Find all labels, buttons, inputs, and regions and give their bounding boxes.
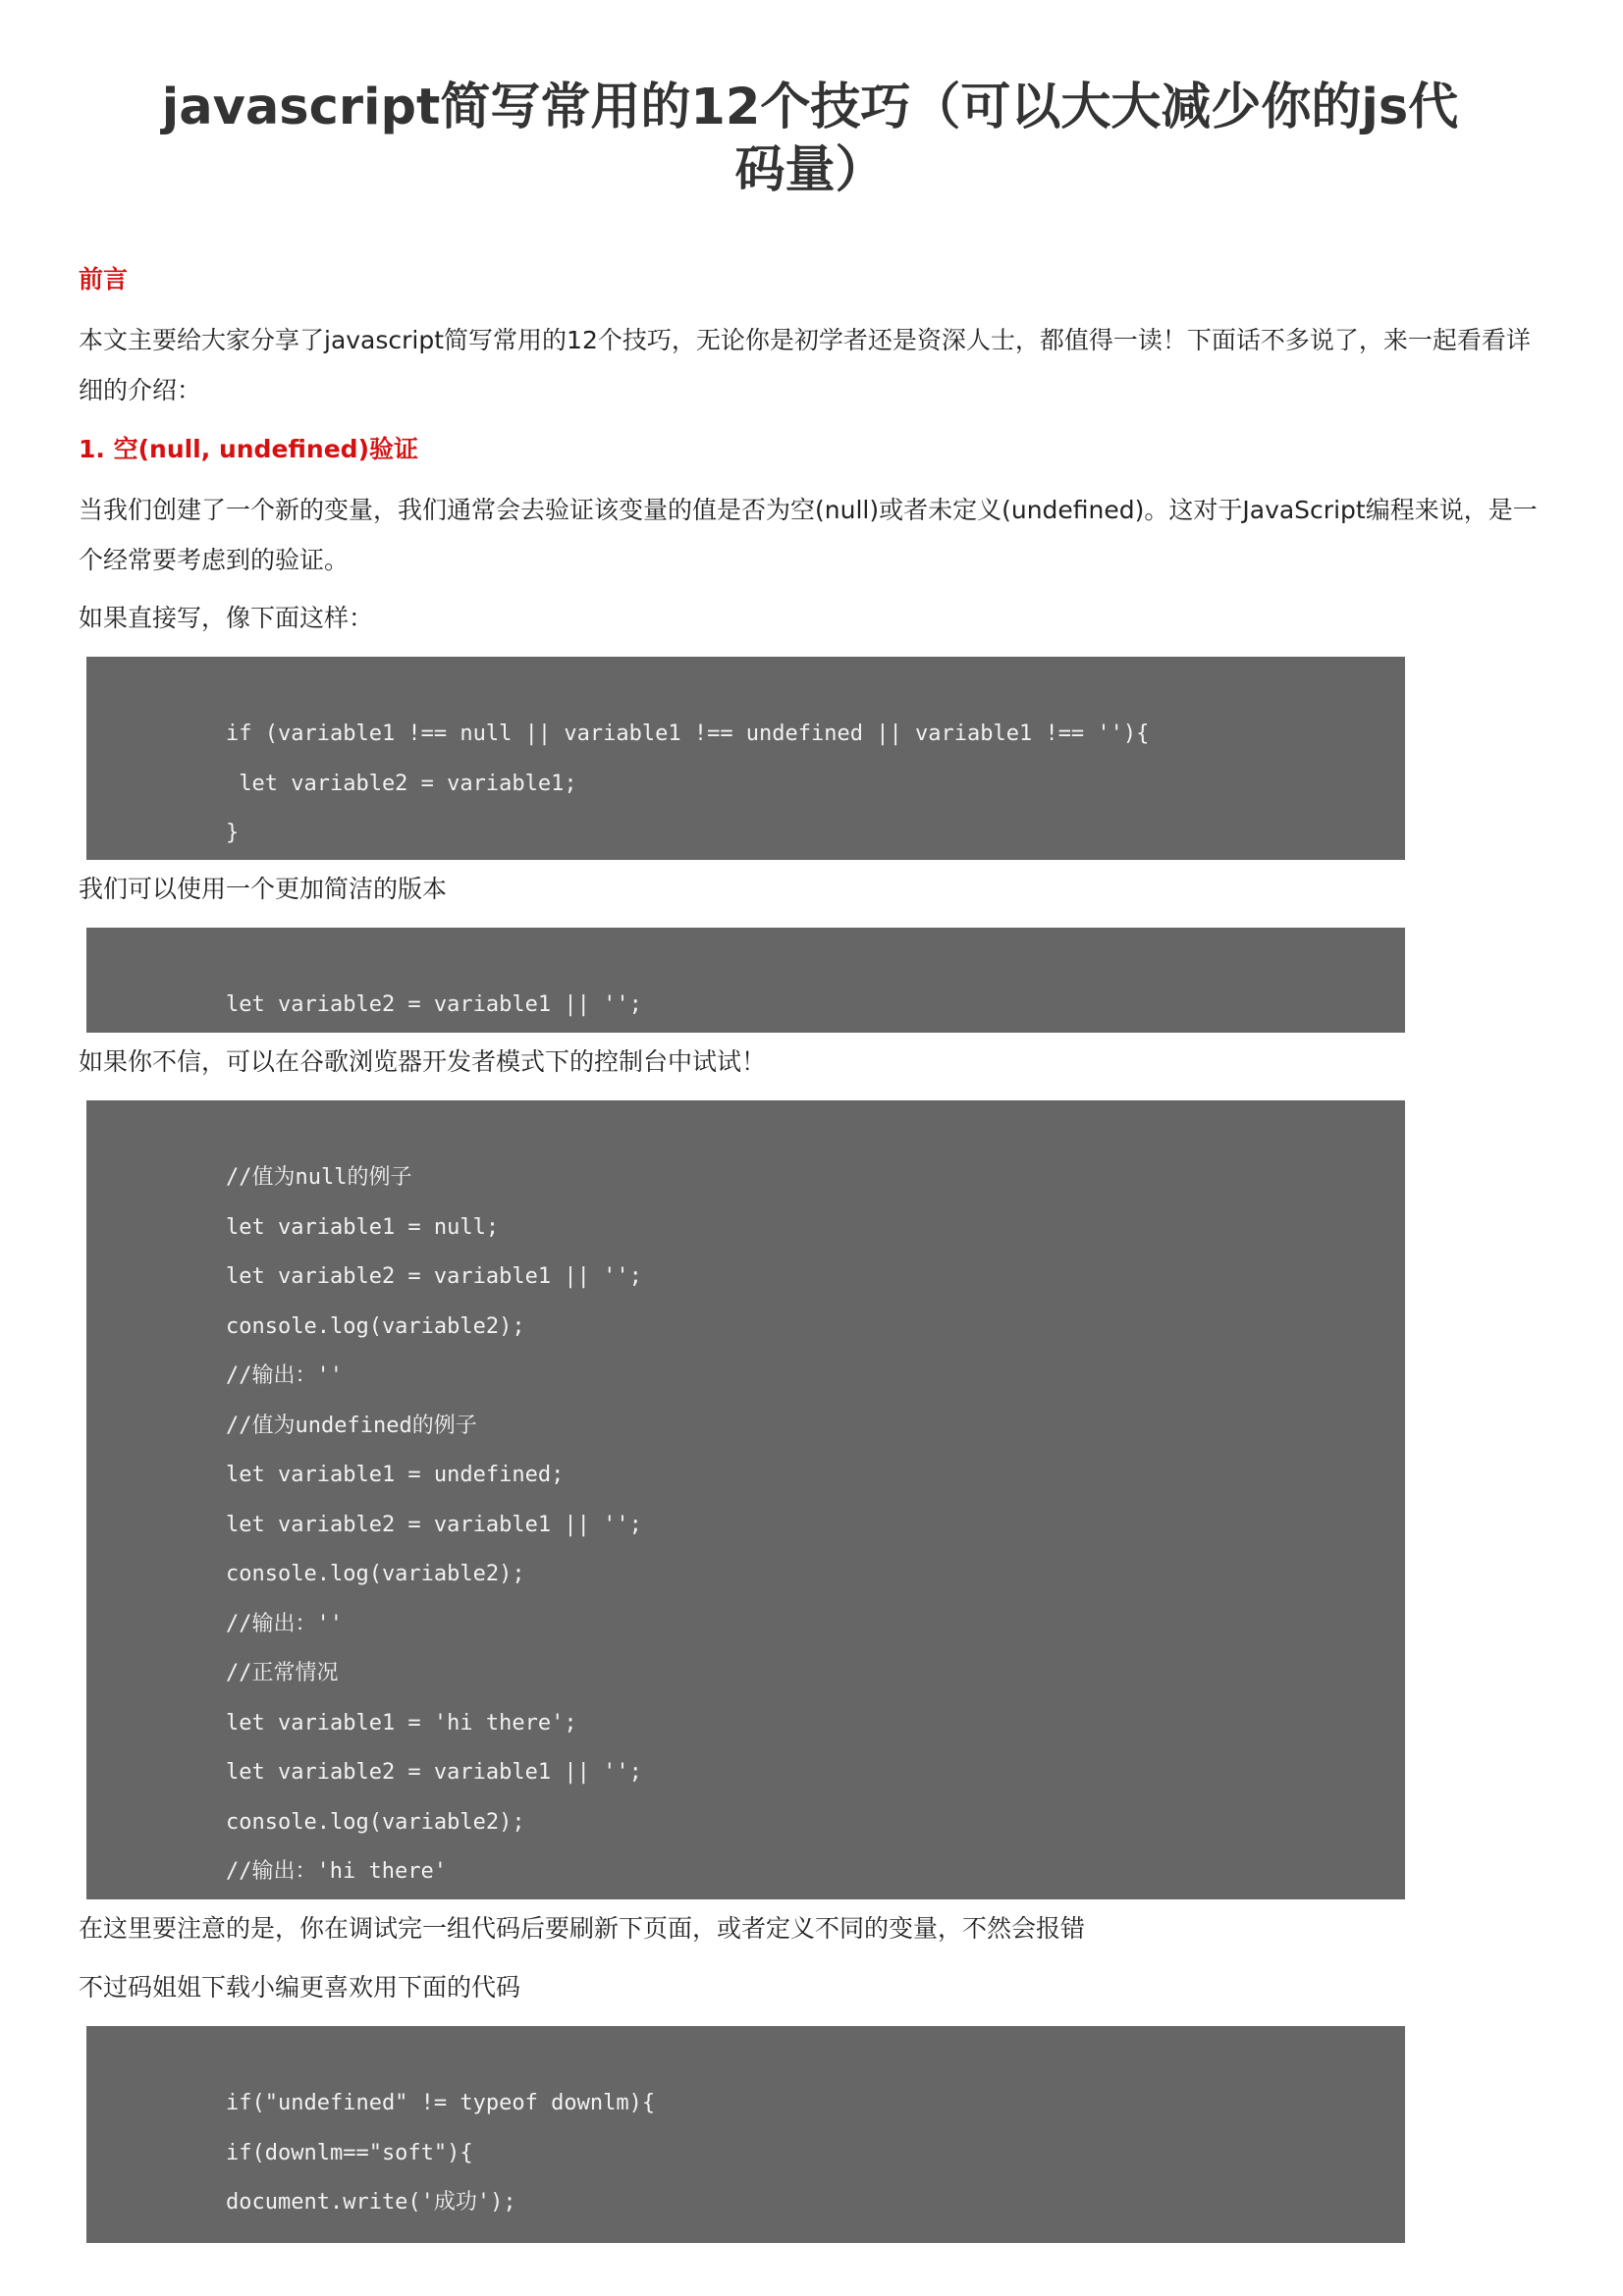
code-line: let variable1 = null;	[226, 1215, 500, 1240]
code-line: //值为null的例子	[226, 1165, 412, 1190]
code-line: //输出：'hi there'	[226, 1859, 447, 1884]
code-line: let variable1 = 'hi there';	[226, 1711, 577, 1735]
code-line: let variable2 = variable1;	[226, 772, 577, 796]
preface-text: 本文主要给大家分享了javascript简写常用的12个技巧，无论你是初学者还是资深人士，都值得一读！下面话不多说了，来一起看看详细的介绍：	[79, 326, 1531, 404]
code-line: let variable1 = undefined;	[226, 1463, 565, 1487]
direct-write-text: 如果直接写，像下面这样：	[79, 604, 374, 632]
concise-version-text: 我们可以使用一个更加简洁的版本	[79, 875, 448, 903]
code-line: console.log(variable2);	[226, 1562, 525, 1586]
code-line: document.write('成功');	[226, 2190, 516, 2215]
code-block-2	[86, 928, 1405, 1033]
code-line: let variable2 = variable1 || '';	[226, 992, 642, 1017]
code-line: let variable2 = variable1 || '';	[226, 1760, 642, 1785]
try-in-console-text: 如果你不信，可以在谷歌浏览器开发者模式下的控制台中试试！	[79, 1047, 767, 1076]
section-1-heading: 1. 空(null, undefined)验证	[79, 435, 419, 463]
code-line: }	[226, 821, 240, 845]
preface-heading: 前言	[79, 265, 129, 294]
code-block-3	[86, 1100, 1405, 1899]
code-line: let variable2 = variable1 || '';	[226, 1513, 642, 1537]
code-line: if(downlm=="soft"){	[226, 2141, 473, 2165]
section-1-intro: 当我们创建了一个新的变量，我们通常会去验证该变量的值是否为空(null)或者未定义(undefined)。这对于JavaScript编程来说，是一个经常要考虑到的验证。	[79, 496, 1538, 574]
code-line: //正常情况	[226, 1661, 339, 1685]
preferred-code-text: 不过码姐姐下载小编更喜欢用下面的代码	[79, 1973, 521, 2002]
code-block-1	[86, 657, 1405, 860]
code-line: //值为undefined的例子	[226, 1414, 477, 1438]
refresh-note-text: 在这里要注意的是，你在调试完一组代码后要刷新下页面，或者定义不同的变量，不然会报错	[79, 1914, 1086, 1943]
code-line: console.log(variable2);	[226, 1314, 525, 1339]
code-line: if (variable1 !== null || variable1 !== undefined || variable1 !== ''){	[226, 721, 1150, 746]
code-line: let variable2 = variable1 || '';	[226, 1264, 642, 1289]
code-line: console.log(variable2);	[226, 1810, 525, 1835]
code-line: //输出：''	[226, 1612, 343, 1636]
code-line: //输出：''	[226, 1363, 343, 1388]
code-line: if("undefined" != typeof downlm){	[226, 2091, 656, 2115]
code-block-4	[86, 2026, 1405, 2243]
page-title: javascript简写常用的12个技巧（可以大大减少你的js代码量）	[161, 79, 1459, 199]
